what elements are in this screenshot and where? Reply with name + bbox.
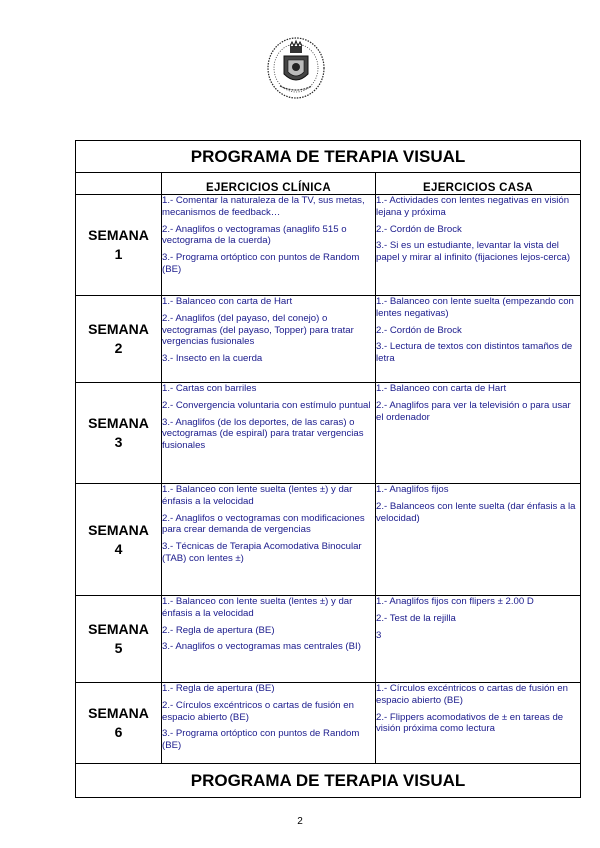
home-exercise-item: 1.- Balanceo con lente suelta (empezando con lentes negativas) [376,296,574,319]
week-label-cell [76,383,162,484]
week-label-cell [76,296,162,383]
week-label: SEMANA [88,621,149,637]
week-row [76,383,581,484]
week-number: 3 [114,434,123,450]
home-exercise-item: 2.- Test de la rejilla [376,612,456,624]
clinic-exercise-item: 1.- Comentar la naturaleza de la TV, sus metas, mecanismos de feedback… [162,195,365,218]
week-row [76,484,581,596]
home-exercise-item: 3.- Si es un estudiante, levantar la vista del papel y mirar al infinito (fijaciones lejos-cerca) [376,240,571,264]
clinic-exercises-cell [162,296,376,383]
week-label-cell [76,596,162,683]
clinic-exercise-item: 3.- Técnicas de Terapia Acomodativa Binocular (TAB) con lentes ±) [162,541,362,564]
week-number: 1 [114,246,123,262]
home-exercise-item: 2.- Cordón de Brock [376,223,462,235]
home-exercises-cell [376,683,581,764]
clinic-exercise-item: 2.- Anaglifos o vectogramas (anaglifo 515 o vectograma de la cuerda) [162,223,347,247]
home-exercise-item: 1.- Anaglifos fijos con flipers ± 2.00 D [376,596,534,607]
clinic-exercises-cell [162,596,376,683]
home-exercise-item: 3 [376,629,382,641]
clinic-exercise-item: 3.- Anaglifos o vectogramas mas centrales (BI) [162,641,361,653]
page-number: 2 [297,816,303,827]
home-exercise-item: 2.- Anaglifos para ver la televisión o para usar el ordenador [376,399,571,423]
clinic-exercises-cell [162,484,376,596]
home-exercise-item: 2.- Flippers acomodativos de ± en tareas de visión próxima como lectura [376,711,564,735]
week-number: 5 [114,640,123,656]
clinic-exercise-item: 1.- Regla de apertura (BE) [162,683,275,694]
header-clinic-exercises: EJERCICIOS CLÍNICA [162,173,376,195]
therapy-program-table [75,140,581,798]
week-label: SEMANA [88,521,149,538]
clinic-exercise-item: 2.- Regla de apertura (BE) [162,624,275,636]
clinic-exercise-item: 1.- Balanceo con lente suelta (lentes ±) y dar énfasis a la velocidad [162,484,353,507]
week-row [76,683,581,764]
home-exercises-cell [376,296,581,383]
clinic-exercise-item: 1.- Balanceo con carta de Hart [162,296,293,307]
clinic-exercises-cell [162,195,376,296]
table-footer-title: PROGRAMA DE TERAPIA VISUAL [76,764,581,798]
clinic-exercises-cell [162,383,376,484]
clinic-exercise-item: 2.- Círculos excéntricos o cartas de fusión en espacio abierto (BE) [162,699,354,723]
home-exercise-item: 1.- Balanceo con carta de Hart [376,383,507,394]
week-label: SEMANA [88,705,149,721]
clinic-exercise-item: 2.- Anaglifos (del payaso, del conejo) o vectogramas (del payaso, Topper) para tratar vergencias fusionales [162,312,354,348]
header-blank-cell [76,173,162,195]
home-exercise-item: 3.- Lectura de textos con distintos tamaños de letra [376,341,573,365]
week-row [76,195,581,296]
week-label: SEMANA [88,321,149,337]
home-exercise-item: 1.- Anaglifos fijos [376,484,449,495]
week-label: SEMANA [88,227,149,243]
week-label-cell [76,195,162,296]
home-exercise-item: 1.- Actividades con lentes negativas en visión lejana y próxima [376,195,570,218]
week-row [76,596,581,683]
home-exercises-cell [376,596,581,683]
home-exercises-cell [376,383,581,484]
home-exercise-item: 2.- Cordón de Brock [376,324,462,336]
header-home-exercises: EJERCICIOS CASA [376,173,581,195]
home-exercises-cell [376,484,581,596]
university-seal-icon [266,36,326,100]
clinic-exercise-item: 3.- Anaglifos (de los deportes, de las caras) o vectogramas (de espiral) para tratar vergencias fusionales [162,416,364,452]
clinic-exercise-item: 3.- Insecto en la cuerda [162,353,263,365]
clinic-exercise-item: 2.- Anaglifos o vectogramas con modificaciones para crear demanda de vergencias [162,512,365,536]
week-number: 4 [114,540,123,557]
table-title: PROGRAMA DE TERAPIA VISUAL [76,141,581,173]
clinic-exercises-cell [162,683,376,764]
clinic-exercise-item: 3.- Programa ortóptico con puntos de Random (BE) [162,252,360,275]
clinic-exercise-item: 1.- Cartas con barriles [162,383,257,394]
clinic-exercise-item: 1.- Balanceo con lente suelta (lentes ±) y dar énfasis a la velocidad [162,596,353,619]
week-row [76,296,581,383]
week-number: 2 [114,340,123,356]
week-label-cell [76,683,162,764]
home-exercise-item: 1.- Círculos excéntricos o cartas de fusión en espacio abierto (BE) [376,683,568,706]
home-exercises-cell [376,195,581,296]
week-label: SEMANA [88,415,149,431]
week-number: 6 [114,724,123,740]
clinic-exercise-item: 2.- Convergencia voluntaria con estímulo puntual [162,399,371,411]
week-label-cell [76,484,162,596]
home-exercise-item: 2.- Balanceos con lente suelta (dar énfasis a la velocidad) [376,500,576,524]
clinic-exercise-item: 3.- Programa ortóptico con puntos de Random (BE) [162,728,360,752]
